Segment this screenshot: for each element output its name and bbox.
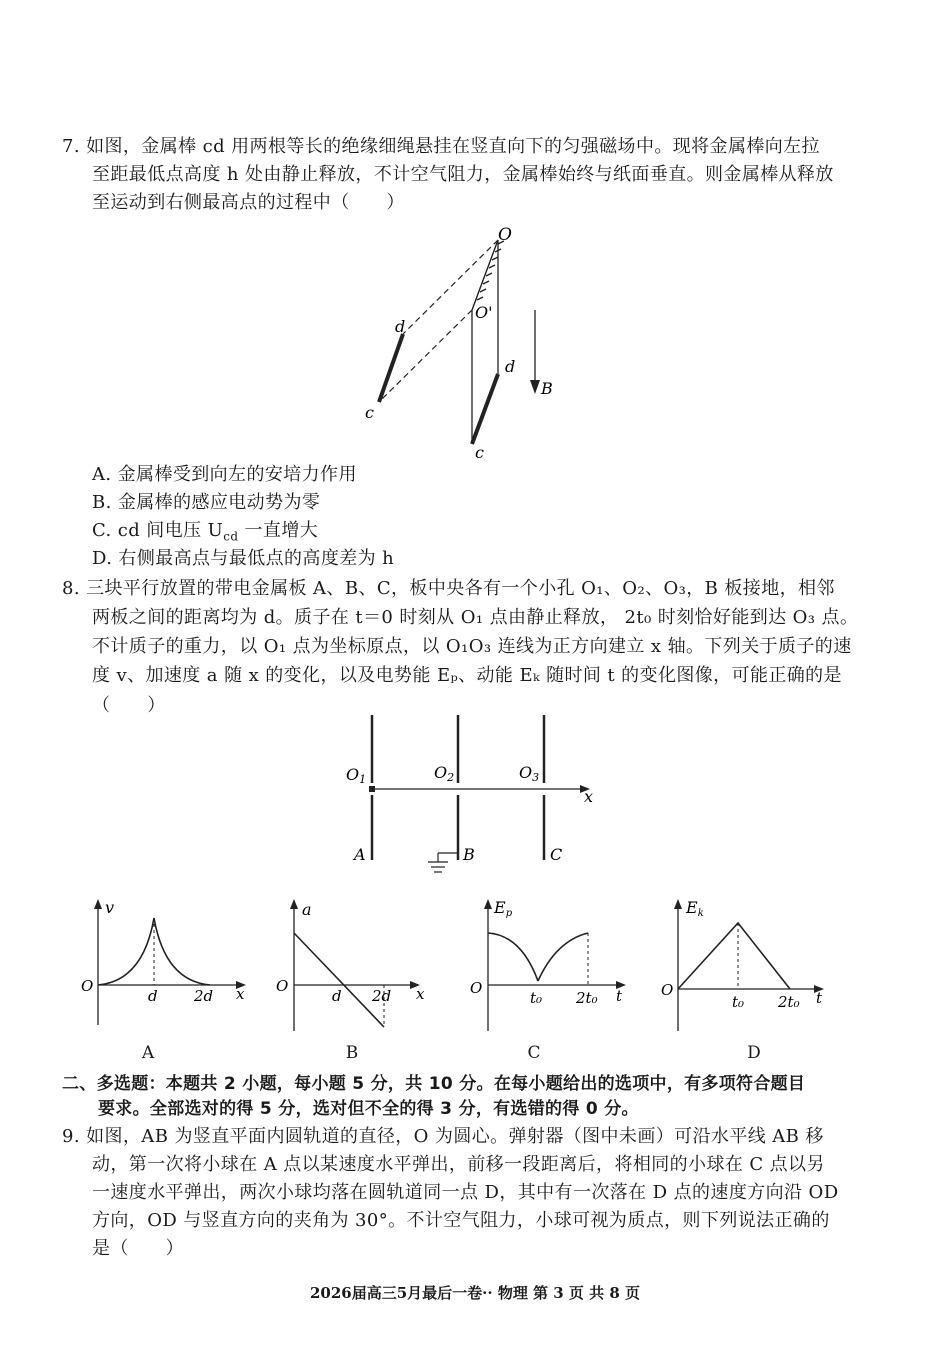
rod-right [472, 374, 498, 444]
graph-d-x-label: t [816, 989, 823, 1007]
graph-b-tick-2: 2d [372, 987, 392, 1005]
label-d-left: d [395, 317, 406, 336]
label-x: x [584, 787, 594, 806]
q9-line-1: 9. 如图，AB 为竖直平面内圆轨道的直径，O 为圆心。弹射器（图中未画）可沿水平线 AB 移 [62, 1126, 824, 1147]
graph-c-y-label: Ep [494, 898, 513, 919]
graph-c-y-arrowhead [484, 899, 492, 909]
string-dashed-bottom [379, 310, 472, 402]
graph-a-x-label: x [236, 985, 245, 1003]
graph-d-y-label: Ek [686, 898, 704, 919]
graph-d-y-arrowhead [674, 899, 682, 909]
graph-d-tick-1: t₀ [732, 993, 745, 1011]
graph-b-tick-1: d [332, 987, 342, 1005]
graph-d-line [678, 923, 790, 989]
graph-d-tick-2: 2t₀ [778, 993, 800, 1011]
section-2-header-2: 要求。全部选对的得 5 分，选对但不全的得 3 分，有选错的得 0 分。 [98, 1099, 639, 1119]
label-c-right: c [475, 443, 484, 462]
q9-line-4: 方向，OD 与竖直方向的夹角为 30°。不计空气阻力，小球可视为质点，则下列说法正确的 [92, 1210, 830, 1231]
q7-line-3: 至运动到右侧最高点的过程中（ ） [92, 192, 405, 213]
q7-option-c-main: C. cd 间电压 U [92, 520, 224, 541]
graph-b-origin: O [276, 977, 289, 995]
section-2-header: 二、多选题：本题共 2 小题，每小题 5 分，共 10 分。在每小题给出的选项中，有多项符合题目 [62, 1074, 806, 1094]
q7-line-2: 至距最低点高度 h 处由静止释放，不计空气阻力，金属棒始终与纸面垂直。则金属棒从释放 [92, 164, 834, 185]
label-O3: O3 [519, 763, 540, 784]
q7-option-a[interactable]: A. 金属棒受到向左的安培力作用 [92, 464, 357, 485]
graph-c-x-label: t [616, 987, 623, 1005]
page-footer: 2026届高三5月最后一卷·· 物理 第 3 页 共 8 页 [309, 1284, 641, 1302]
label-O-prime: O' [475, 303, 493, 322]
label-O: O [498, 225, 512, 245]
graph-a-label[interactable]: A [141, 1043, 155, 1063]
q8-line-3: 不计质子的重力，以 O₁ 点为坐标原点，以 O₁O₃ 连线为正方向建立 x 轴。下列关于质子的速 [92, 636, 852, 657]
graph-c-curve-2 [538, 933, 588, 981]
graph-a-tick-1: d [148, 987, 158, 1005]
q7-option-b[interactable]: B. 金属棒的感应电动势为零 [92, 492, 321, 513]
q8-plates-figure [340, 710, 610, 885]
label-c-left: c [365, 403, 374, 422]
q7-line-1: 7. 如图，金属棒 cd 用两根等长的绝缘细绳悬挂在竖直向下的匀强磁场中。现将金属棒向左拉 [62, 136, 820, 157]
q9-line-5: 是（ ） [92, 1238, 184, 1259]
label-A: A [354, 845, 366, 864]
graph-d[interactable] [660, 893, 835, 1033]
graph-a-tick-2: 2d [194, 987, 214, 1005]
graph-a-y-arrowhead [94, 899, 102, 909]
graph-a-y-label: v [105, 898, 115, 917]
graph-d-label[interactable]: D [747, 1043, 761, 1063]
q9-line-3: 一速度水平弹出，两次小球均落在圆轨道同一点 D，其中有一次落在 D 点的速度方向沿 OD [92, 1182, 839, 1203]
graph-c-curve-1 [488, 933, 538, 981]
graph-b-line [294, 933, 384, 1027]
graph-a-origin: O [81, 977, 94, 995]
graph-c-origin: O [470, 979, 483, 997]
graph-b-y-arrowhead [290, 899, 298, 909]
rod-left [379, 334, 403, 402]
graph-c[interactable] [466, 893, 641, 1033]
label-B: B [541, 379, 553, 398]
graph-b-x-label: x [416, 985, 425, 1003]
graph-c-tick-1: t₀ [530, 989, 543, 1007]
label-O2: O2 [434, 763, 455, 784]
origin-dot [369, 786, 375, 792]
label-C: C [550, 845, 563, 864]
q7-pendulum-figure [355, 222, 575, 462]
graph-b[interactable] [272, 893, 447, 1033]
q7-option-d[interactable]: D. 右侧最高点与最低点的高度差为 h [92, 548, 395, 569]
q7-option-c[interactable] [92, 518, 318, 550]
graph-c-label[interactable]: C [527, 1043, 541, 1063]
graph-c-tick-2: 2t₀ [576, 989, 598, 1007]
q7-option-c-tail: 一直增大 [238, 520, 319, 541]
q8-line-4: 度 v、加速度 a 随 x 的变化，以及电势能 Eₚ、动能 Eₖ 随时间 t 的变化图像，可能正确的是 [92, 665, 842, 686]
q8-line-1: 8. 三块平行放置的带电金属板 A、B、C，板中央各有一个小孔 O₁、O₂、O₃，B 板接地，相邻 [62, 578, 835, 599]
label-d-right: d [505, 357, 516, 376]
q8-line-2: 两板之间的距离均为 d。质子在 t＝0 时刻从 O₁ 点由静止释放， 2t₀ 时刻恰好能到达 O₃ 点。 [92, 607, 859, 628]
q9-line-2: 动，第一次将小球在 A 点以某速度水平弹出，前移一段距离后，将相同的小球在 C 点以另 [92, 1154, 825, 1175]
q7-option-c-sub: cd [223, 529, 239, 544]
graph-b-y-label: a [302, 900, 312, 919]
b-field-arrowhead [530, 380, 540, 394]
label-B: B [463, 845, 475, 864]
graph-d-origin: O [661, 981, 674, 999]
q8-line-5: （ ） [92, 695, 166, 716]
graph-a[interactable] [78, 893, 253, 1033]
graph-b-label[interactable]: B [345, 1043, 359, 1063]
label-O1: O1 [346, 765, 367, 786]
